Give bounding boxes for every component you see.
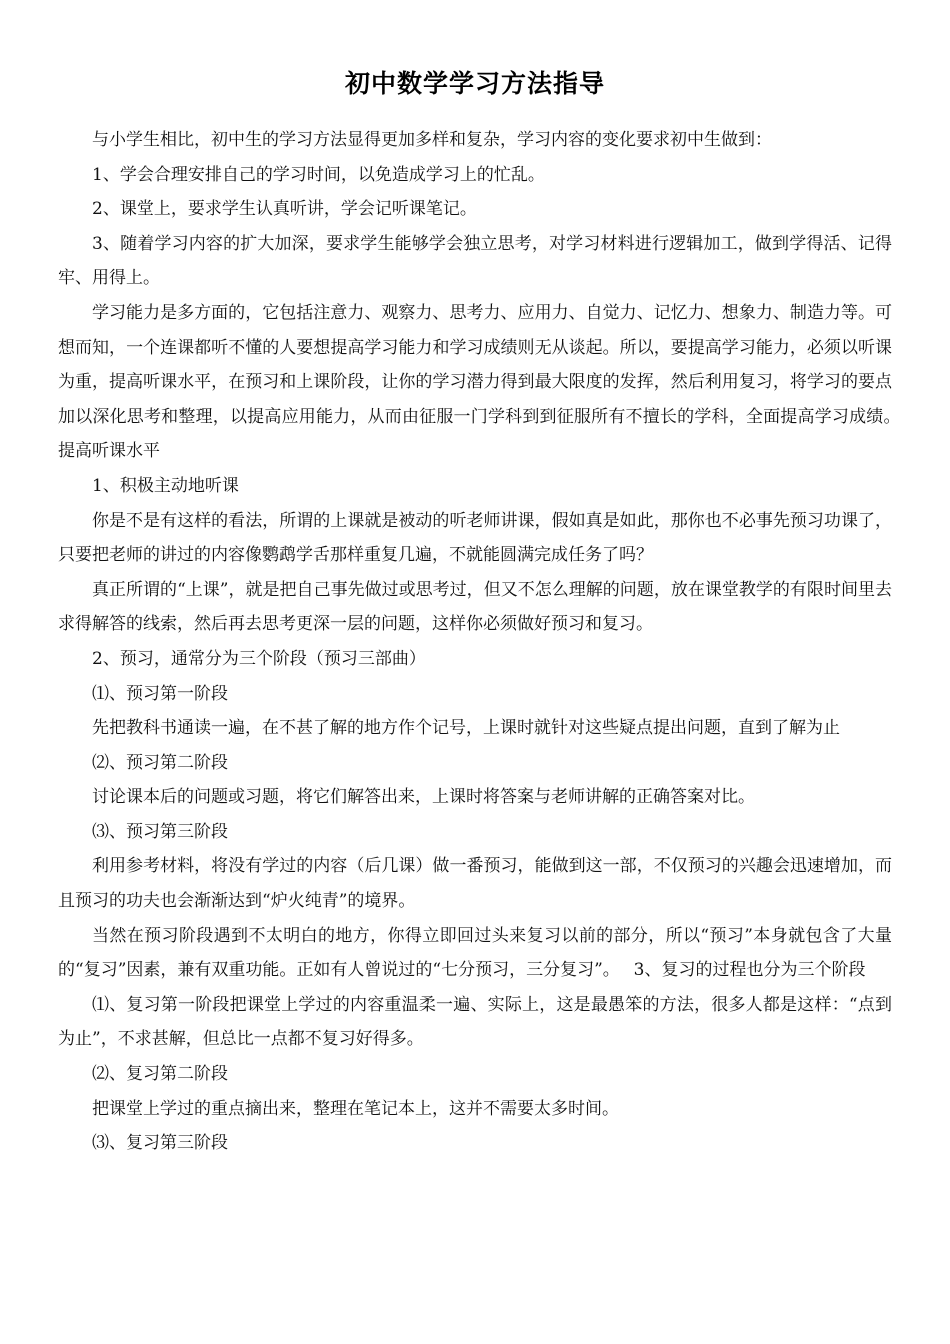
paragraph: 利用参考材料，将没有学过的内容（后几课）做一番预习，能做到这一部，不仅预习的兴趣会迅速增加，而且预习的功夫也会渐渐达到“炉火纯青”的境界。 xyxy=(58,856,892,912)
paragraph: 讨论课本后的问题或习题，将它们解答出来，上课时将答案与老师讲解的正确答案对比。 xyxy=(92,787,755,808)
paragraph: ⑴、复习第一阶段把课堂上学过的内容重温柔一遍、实际上，这是最愚笨的方法，很多人都是这样：“点到为止”，不求甚解，但总比一点都不复习好得多。 xyxy=(58,994,892,1050)
paragraph: 先把教科书通读一遍，在不甚了解的地方作个记号，上课时就针对这些疑点提出问题，直到了解为止 xyxy=(92,718,840,739)
paragraph: 你是不是有这样的看法，所谓的上课就是被动的听老师讲课，假如真是如此，那你也不必事先预习功课了，只要把老师的讲过的内容像鹦鹉学舌那样重复几遍，不就能圆满完成任务了吗？ xyxy=(58,510,892,566)
paragraph: 与小学生相比，初中生的学习方法显得更加多样和复杂，学习内容的变化要求初中生做到： xyxy=(92,130,772,150)
paragraph: 1、学会合理安排自己的学习时间，以免造成学习上的忙乱。 xyxy=(92,164,545,185)
paragraph: 2、课堂上，要求学生认真听讲，学会记听课笔记。 xyxy=(92,199,477,220)
paragraph: 2、预习，通常分为三个阶段（预习三部曲） xyxy=(92,648,426,669)
paragraph: 3、随着学习内容的扩大加深，要求学生能够学会独立思考，对学习材料进行逻辑加工，做到学得活、记得牢、用得上。 xyxy=(58,233,892,289)
paragraph: ⑵、复习第二阶段 xyxy=(92,1064,228,1085)
paragraph: ⑴、预习第一阶段 xyxy=(92,683,228,704)
paragraph: 1、积极主动地听课 xyxy=(92,475,239,496)
page-title: 初中数学学习方法指导 xyxy=(344,69,605,98)
paragraph: 把课堂上学过的重点摘出来，整理在笔记本上，这并不需要太多时间。 xyxy=(92,1098,619,1119)
document-body xyxy=(58,123,915,1161)
paragraph: 当然在预习阶段遇到不太明白的地方，你得立即回过头来复习以前的部分，所以“预习”本身就包含了大量的“复习”因素，兼有双重功能。正如有人曾说过的“七分预习，三分复习”。 3、复习的过程也分为三个阶段 xyxy=(58,925,892,981)
paragraph: ⑶、预习第三阶段 xyxy=(92,821,228,842)
paragraph: ⑵、预习第二阶段 xyxy=(92,752,228,773)
paragraph: 学习能力是多方面的，它包括注意力、观察力、思考力、应用力、自觉力、记忆力、想象力、制造力等。可想而知，一个连课都听不懂的人要想提高学习能力和学习成绩则无从谈起。所以，要提高学习能力，必须以听课为重，提高听课水平，在预习和上课阶段，让你的学习潜力得到最大限度的发挥，然后利用复习，将学习的要点加以深化思考和整理，以提高应用能力，从而由征服一门学科到到征服所有不擅长的学科，全面提高学习成绩。 提高听课水平 xyxy=(58,302,915,462)
paragraph: 真正所谓的“上课”，就是把自己事先做过或思考过，但又不怎么理解的问题，放在课堂教学的有限时间里去求得解答的线索，然后再去思考更深一层的问题，这样你必须做好预习和复习。 xyxy=(58,579,892,635)
paragraph: ⑶、复习第三阶段 xyxy=(92,1133,228,1154)
